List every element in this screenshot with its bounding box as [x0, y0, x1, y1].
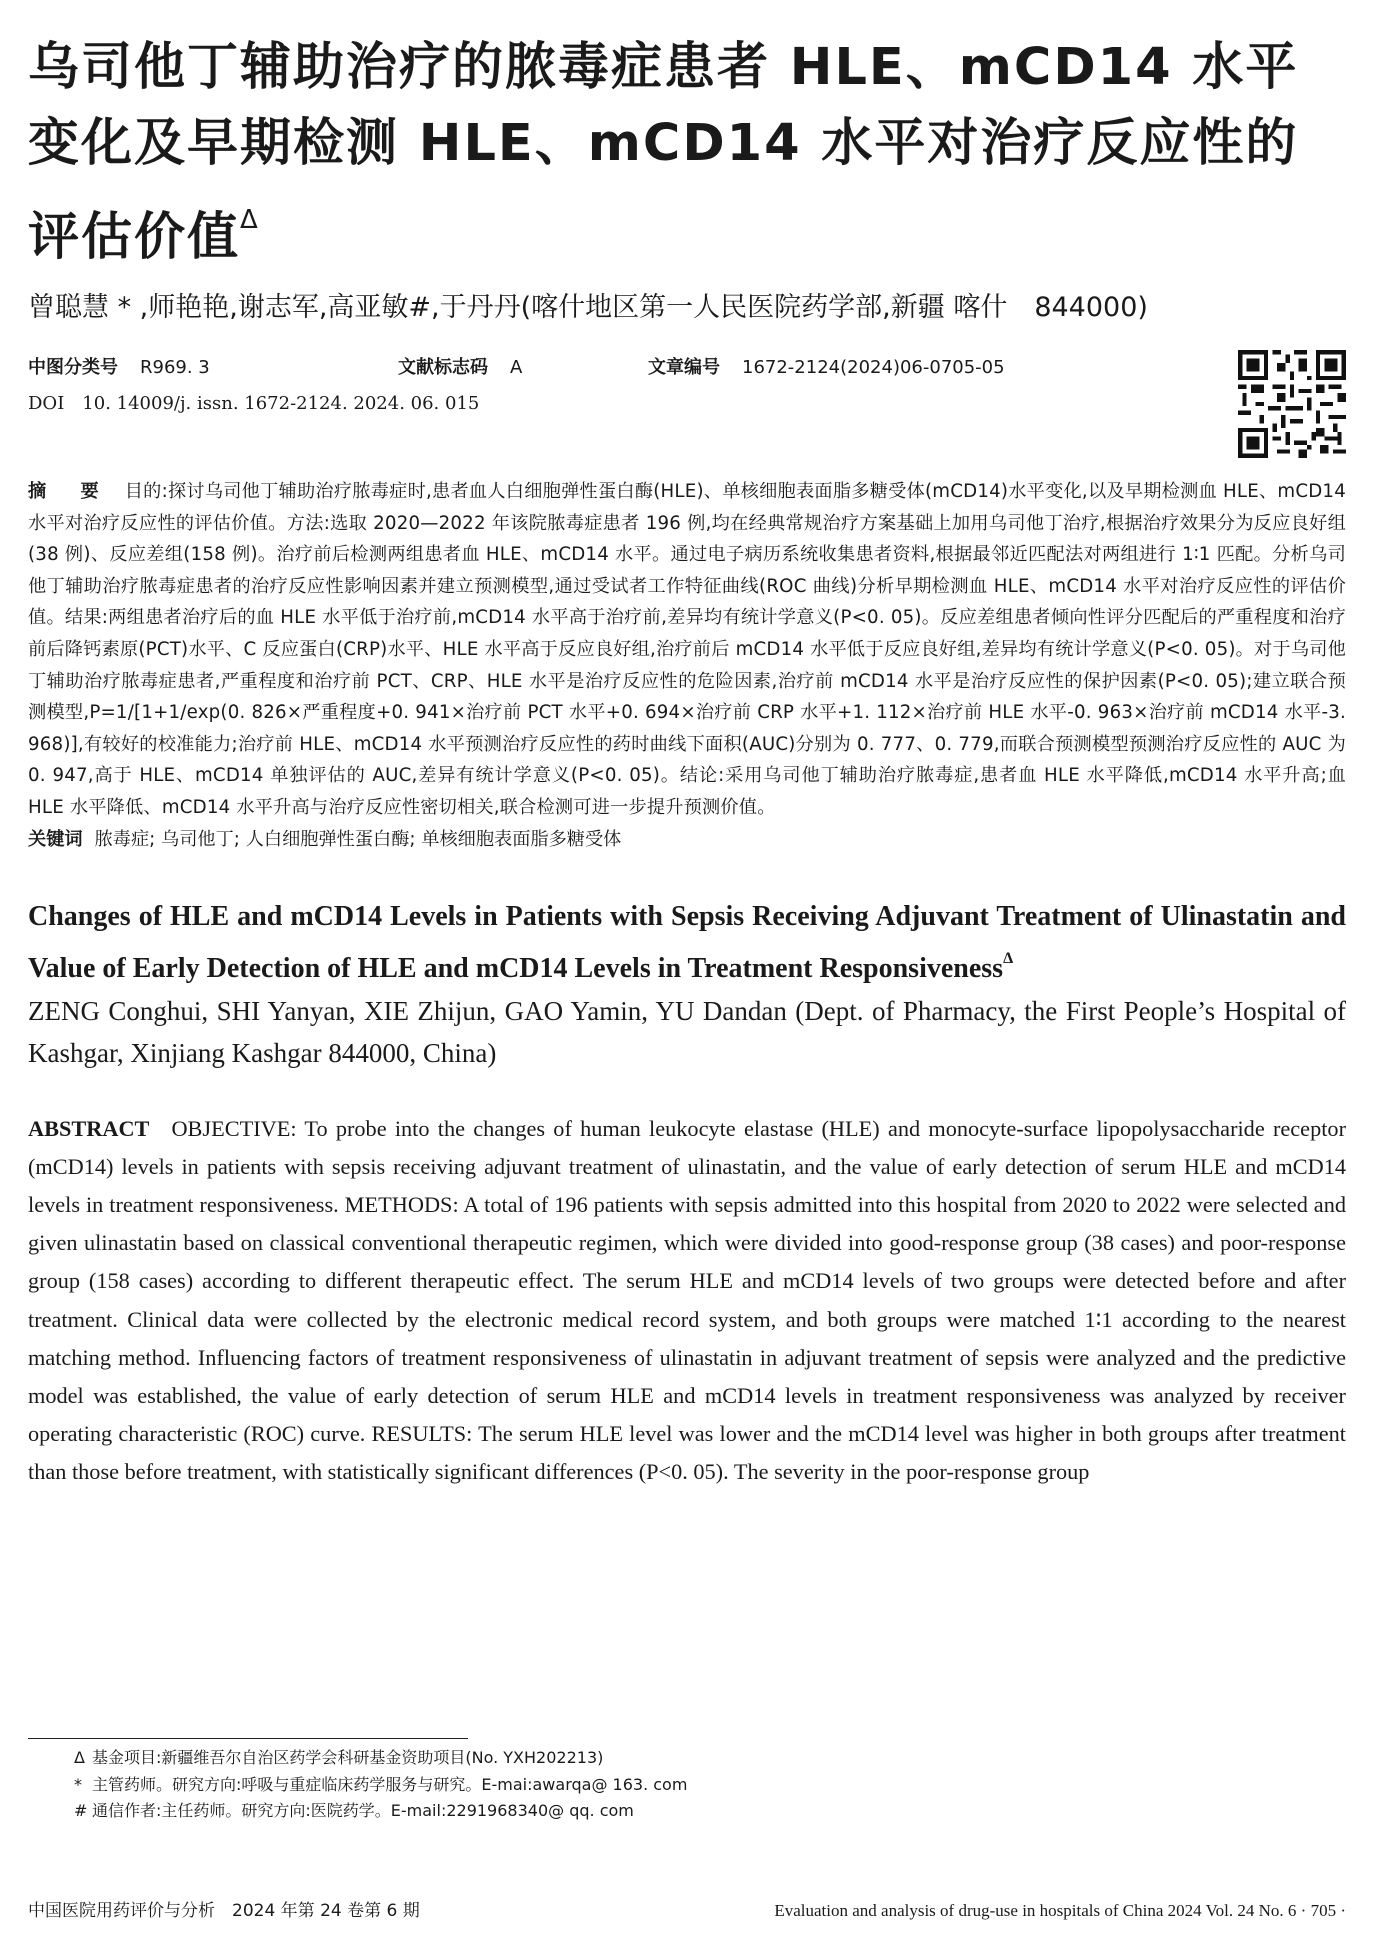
chinese-authors: 曾聪慧 * ,师艳艳,谢志军,高亚敏#,于丹丹(喀什地区第一人民医院药学部,新疆 喀什 844000)	[28, 292, 1148, 323]
chinese-abstract-label: 摘 要	[28, 481, 107, 502]
footer-journal-cn: 中国医院用药评价与分析 2024 年第 24 卷第 6 期	[28, 1901, 420, 1921]
clc-value: R969. 3	[140, 357, 210, 378]
english-authors: ZENG Conghui, SHI Yanyan, XIE Zhijun, GAO Yamin, YU Dandan (Dept. of Pharmacy, the First People’s Hospital of Kashgar, Xinjiang Kashgar 844000, China)	[28, 995, 1346, 1068]
chinese-abstract-text: 目的:探讨乌司他丁辅助治疗脓毒症时,患者血人白细胞弹性蛋白酶(HLE)、单核细胞表面脂多糖受体(mCD14)水平变化,以及早期检测血 HLE、mCD14 水平对治疗反应性的评估价值。方法:选取 2020—2022 年该院脓毒症患者 196 例,均在经典常规治疗方案基础上加用乌司他丁治疗,根据治疗效果分为反应良好组(38 例)、反应差组(158 例)。治疗前后检测两组患者血 HLE、mCD14 水平。通过电子病历系统收集患者资料,根据最邻近匹配法对两组进行 1∶1 匹配。分析乌司他丁辅助治疗脓毒症患者的治疗反应性影响因素并建立预测模型,通过受试者工作特征曲线(ROC 曲线)分析早期检测血 HLE、mCD14 水平对治疗反应性的评估价值。结果:两组患者治疗后的血 HLE 水平低于治疗前,mCD14 水平高于治疗前,差异均有统计学意义(P<0. 05)。反应差组患者倾向性评分匹配后的严重程度和治疗前后降钙素原(PCT)水平、C 反应蛋白(CRP)水平、HLE 水平高于反应良好组,治疗前后 mCD14 水平低于反应良好组,差异均有统计学意义(P<0. 05)。对于乌司他丁辅助治疗脓毒症患者,严重程度和治疗前 PCT、CRP、HLE 水平是治疗反应性的危险因素,治疗前 mCD14 水平是治疗反应性的保护因素(P<0. 05);建立联合预测模型,P=1/[1+1/exp(0. 826×严重程度+0. 941×治疗前 PCT 水平+0. 694×治疗前 CRP 水平+1. 112×治疗前 HLE 水平-0. 963×治疗前 mCD14 水平-3. 968)],有较好的校准能力;治疗前 HLE、mCD14 水平预测治疗反应性的药时曲线下面积(AUC)分别为 0. 777、0. 779,而联合预测模型预测治疗反应性的 AUC 为 0. 947,高于 HLE、mCD14 单独评估的 AUC,差异有统计学意义(P<0. 05)。结论:采用乌司他丁辅助治疗脓毒症,患者血 HLE 水平降低,mCD14 水平升高;血 HLE 水平降低、mCD14 水平升高与治疗反应性密切相关,联合检测可进一步提升预测价值。	[28, 481, 1346, 818]
footnote-corresponding-author	[28, 1798, 1346, 1825]
running-footer	[28, 1900, 1346, 1922]
footnote-funding	[28, 1745, 1346, 1772]
article-no-label: 文章编号	[648, 357, 720, 378]
footnote-divider	[28, 1738, 468, 1739]
chinese-abstract	[28, 476, 1346, 824]
doi-line: DOI 10. 14009/j. issn. 1672-2124. 2024. 06. 015	[28, 393, 480, 414]
footer-journal-en: Evaluation and analysis of drug-use in hospitals of China 2024 Vol. 24 No. 6 · 705 ·	[774, 1901, 1346, 1920]
footnote-first-author	[28, 1772, 1346, 1799]
article-page	[28, 0, 1346, 1921]
title-footnote-mark: Δ	[240, 205, 260, 235]
keywords-label: 关键词	[28, 828, 83, 850]
chinese-title	[28, 30, 1346, 276]
qr-code-icon	[1238, 350, 1346, 458]
footnote-text: 通信作者:主任药师。研究方向:医院药学。E-mail:2291968340@ qq. com	[92, 1801, 634, 1820]
chinese-keywords	[28, 824, 1346, 856]
chinese-title-text: 乌司他丁辅助治疗的脓毒症患者 HLE、mCD14 水平变化及早期检测 HLE、mCD14 水平对治疗反应性的评估价值	[28, 38, 1299, 267]
article-no-value: 1672-2124(2024)06-0705-05	[742, 357, 1005, 378]
doc-code-label: 文献标志码	[398, 357, 488, 378]
footnote-mark: Δ	[74, 1748, 85, 1767]
footnotes	[28, 1738, 1346, 1825]
english-title-text: Changes of HLE and mCD14 Levels in Patients with Sepsis Receiving Adjuvant Treatment of Ulinastatin and Value of Early Detection of HLE and mCD14 Levels in Treatment Responsiveness	[28, 900, 1346, 984]
classification-row	[28, 350, 1346, 386]
english-abstract-text: OBJECTIVE: To probe into the changes of human leukocyte elastase (HLE) and monocyte-surface lipopolysaccharide receptor (mCD14) levels in patients with sepsis receiving adjuvant treatment of ulinastatin, and the value of early detection of serum HLE and mCD14 levels in treatment responsiveness. METHODS: A total of 196 patients with sepsis admitted into this hospital from 2020 to 2022 were selected and given ulinastatin based on classical conventional therapeutic regimen, which were divided into good-response group (38 cases) and poor-response group (158 cases) according to different therapeutic effect. The serum HLE and mCD14 levels of two groups were detected before and after treatment. Clinical data were collected by the electronic medical record system, and both groups were matched 1∶1 according to the nearest matching method. Influencing factors of treatment responsiveness of ulinastatin in adjuvant treatment of sepsis were analyzed and the predictive model was established, the value of early detection of serum HLE and mCD14 levels in treatment responsiveness was analyzed by receiver operating characteristic (ROC) curve. RESULTS: The serum HLE level was lower and the mCD14 level was higher in both groups after treatment than those before treatment, with statistically significant differences (P<0. 05). The severity in the poor-response group	[28, 1115, 1346, 1485]
keywords-text: 脓毒症; 乌司他丁; 人白细胞弹性蛋白酶; 单核细胞表面脂多糖受体	[94, 828, 622, 850]
doc-code-value: A	[510, 357, 523, 378]
clc-label: 中图分类号	[28, 357, 118, 378]
english-title-footnote-mark: Δ	[1003, 949, 1014, 967]
english-abstract-label: ABSTRACT	[28, 1115, 150, 1141]
footnote-text: 基金项目:新疆维吾尔自治区药学会科研基金资助项目(No. YXH202213)	[92, 1748, 604, 1767]
english-abstract	[28, 1110, 1346, 1492]
footnote-text: 主管药师。研究方向:呼吸与重症临床药学服务与研究。E-mai:awarqa@ 163. com	[92, 1774, 688, 1794]
footnote-mark: #	[74, 1801, 88, 1820]
english-title	[28, 896, 1346, 990]
article-metadata	[28, 350, 1346, 462]
footnote-mark: *	[74, 1774, 82, 1794]
